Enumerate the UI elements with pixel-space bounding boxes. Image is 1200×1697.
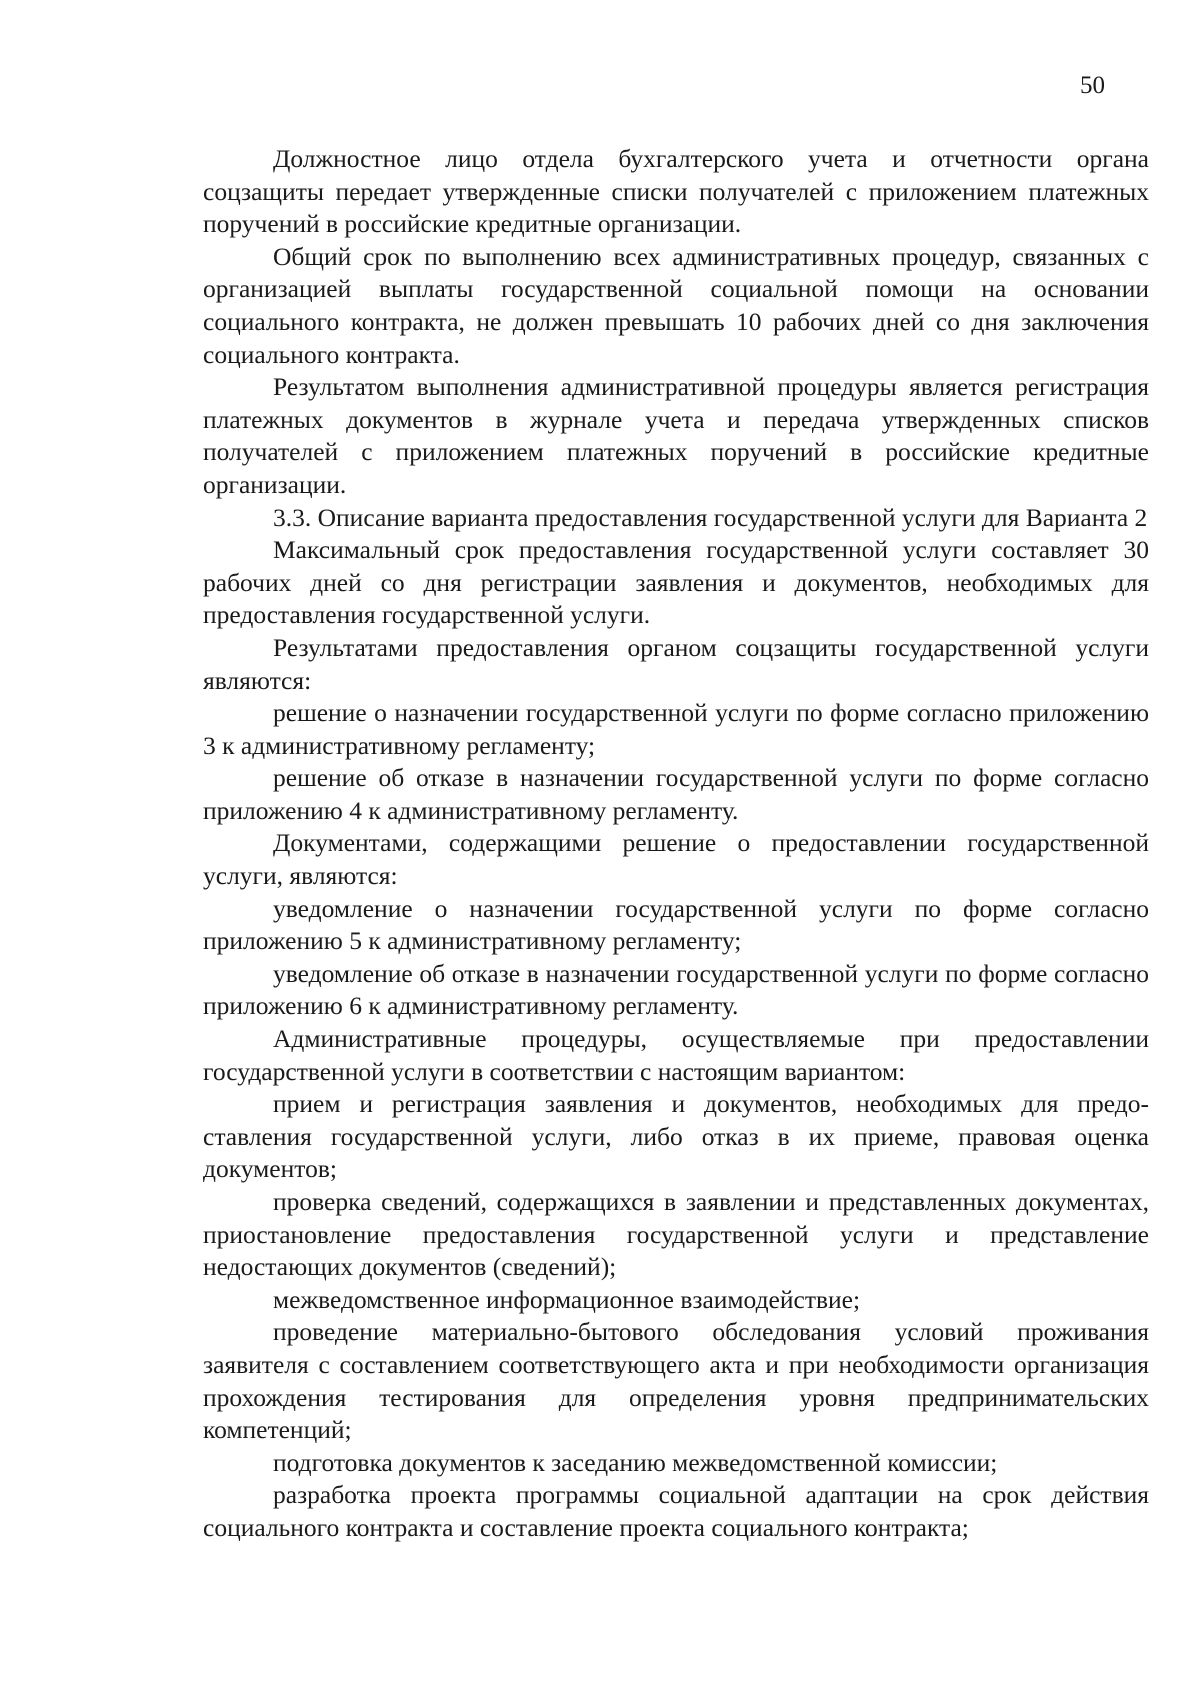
list-item: разработка проекта программы социальной адаптации на срок действия социального контракта и составление проекта социального контракта; xyxy=(203,1480,1149,1542)
paragraph: Должностное лицо отдела бухгалтерского учета и отчетности органа соцзащиты передает утвержденные списки получателей с приложением платежных поручений в российские кредитные организации. xyxy=(203,144,1149,239)
list-item: прием и регистрация заявления и документов, необходимых для предоставления государственной услуги, либо отказ в их приеме, правовая оценка документов; xyxy=(203,1089,1149,1184)
paragraph: Общий срок по выполнению всех административных процедур, связанных с организацией выплаты государственной социальной помощи на основании социального контракта, не должен превышать 10 рабочих дней со дня заключения социального контракта. xyxy=(203,241,1149,369)
paragraph: Результатом выполнения административной процедуры является регистрация платежных документов в журнале учета и передача утвержденных списков получателей с приложением платежных поручений в российские кредитные организации. xyxy=(203,372,1149,499)
page-number: 50 xyxy=(1080,72,1105,99)
list-item: межведомственное информационное взаимодействие; xyxy=(273,1284,861,1314)
list-item: проверка сведений, содержащихся в заявлении и представленных документах, приостановление предоставления государственной услуги и представление недостающих документов (сведений); xyxy=(203,1187,1149,1282)
paragraph: Максимальный срок предоставления государственной услуги составляет 30 рабочих дней со дня регистрации заявления и документов, необходимых для предоставления государственной услуги. xyxy=(203,535,1149,630)
list-item: уведомление об отказе в назначении государственной услуги по форме согласно приложению 6 к административному регламенту. xyxy=(203,958,1149,1021)
list-item: проведение материально-бытового обследования условий проживания заявителя с составлением соответствующего акта и при необходимости организация прохождения тестирования для определения уровня предпринимательских компетенций; xyxy=(203,1317,1149,1445)
section-heading: 3.3. Описание варианта предоставления государственной услуги для Варианта 2 xyxy=(273,502,1148,532)
paragraph: Результатами предоставления органом соцзащиты государственной услуги являются: xyxy=(203,632,1149,695)
document-body xyxy=(203,143,1149,1545)
paragraph: Административные процедуры, осуществляемые при предоставлении государственной услуги в соответствии с настоящим вариантом: xyxy=(203,1024,1149,1086)
paragraph: Документами, содержащими решение о предоставлении государственной услуги, являются: xyxy=(203,828,1149,891)
list-item: решение об отказе в назначении государственной услуги по форме согласно приложению 4 к административному регламенту. xyxy=(203,763,1149,825)
list-item: подготовка документов к заседанию межведомственной комиссии; xyxy=(273,1447,998,1477)
list-item: решение о назначении государственной услуги по форме согласно приложению 3 к административному регламенту; xyxy=(203,698,1149,760)
list-item: уведомление о назначении государственной услуги по форме согласно приложению 5 к административному регламенту; xyxy=(203,893,1149,956)
